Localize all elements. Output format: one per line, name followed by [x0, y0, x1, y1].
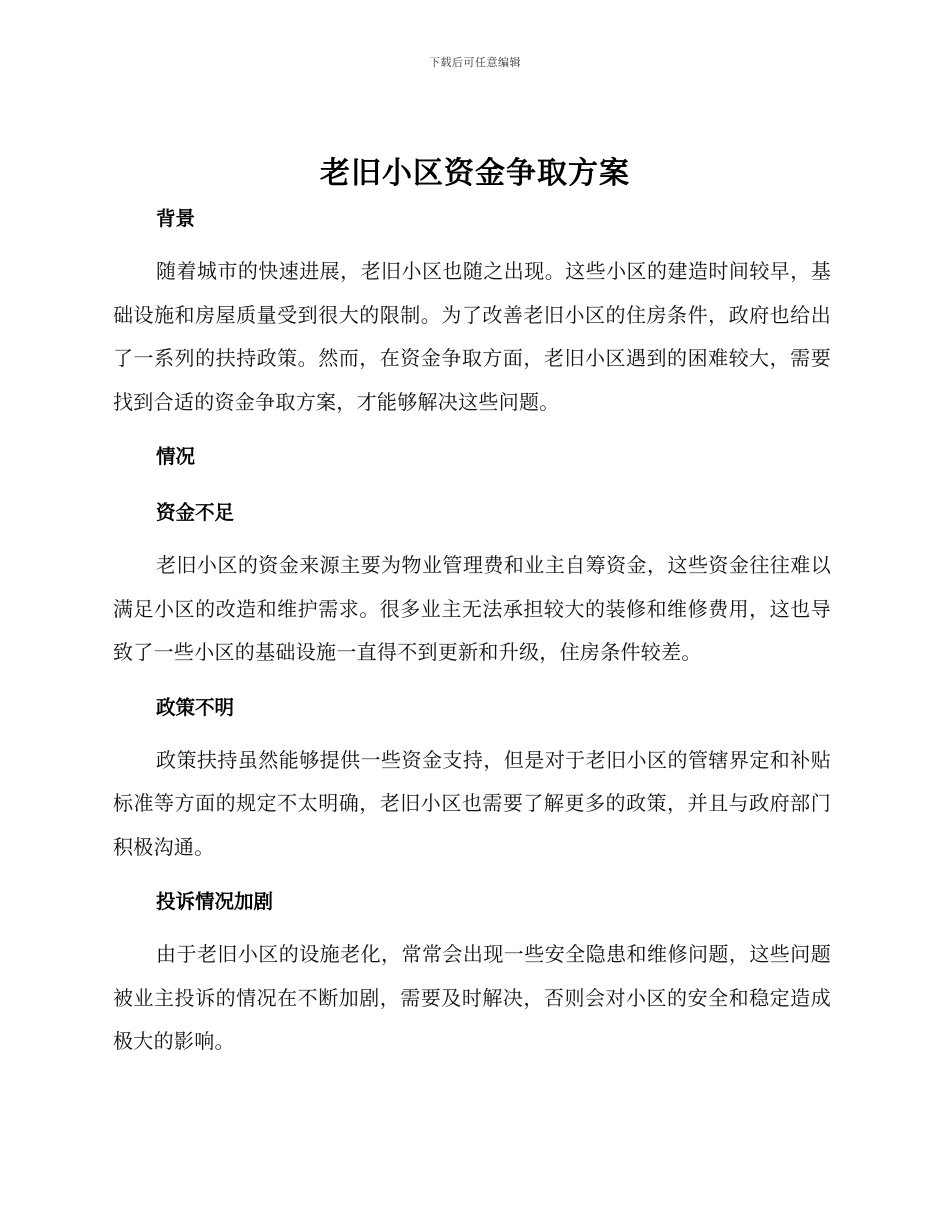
paragraph-background: 随着城市的快速进展，老旧小区也随之出现。这些小区的建造时间较早，基础设施和房屋质量受到很大的限制。为了改善老旧小区的住房条件，政府也给出了一系列的扶持政策。然而，在资金争取方面，老旧小区遇到的困难较大，需要找到合适的资金争取方案，才能够解决这些问题。: [113, 259, 831, 414]
paragraph-unclear-policy: 政策扶持虽然能够提供一些资金支持，但是对于老旧小区的管辖界定和补贴标准等方面的规定不太明确，老旧小区也需要了解更多的政策，并且与政府部门积极沟通。: [113, 747, 831, 859]
document-body: [113, 196, 831, 1064]
paragraph-insufficient-funds: 老旧小区的资金来源主要为物业管理费和业主自筹资金，这些资金往往难以满足小区的改造和维护需求。很多业主无法承担较大的装修和维修费用，这也导致了一些小区的基础设施一直得不到更新和升级，住房条件较差。: [113, 553, 831, 664]
heading-complaints: 投诉情况加剧: [156, 890, 274, 913]
heading-situation: 情况: [156, 445, 196, 468]
paragraph-complaints: 由于老旧小区的设施老化，常常会出现一些安全隐患和维修问题，这些问题被业主投诉的情况在不断加剧，需要及时解决，否则会对小区的安全和稳定造成极大的影响。: [113, 942, 831, 1053]
heading-unclear-policy: 政策不明: [156, 695, 235, 719]
document-title: 老旧小区资金争取方案: [320, 156, 630, 191]
header-note: 下载后可任意编辑: [429, 56, 521, 69]
heading-background: 背景: [156, 207, 196, 230]
heading-insufficient-funds: 资金不足: [156, 501, 235, 524]
